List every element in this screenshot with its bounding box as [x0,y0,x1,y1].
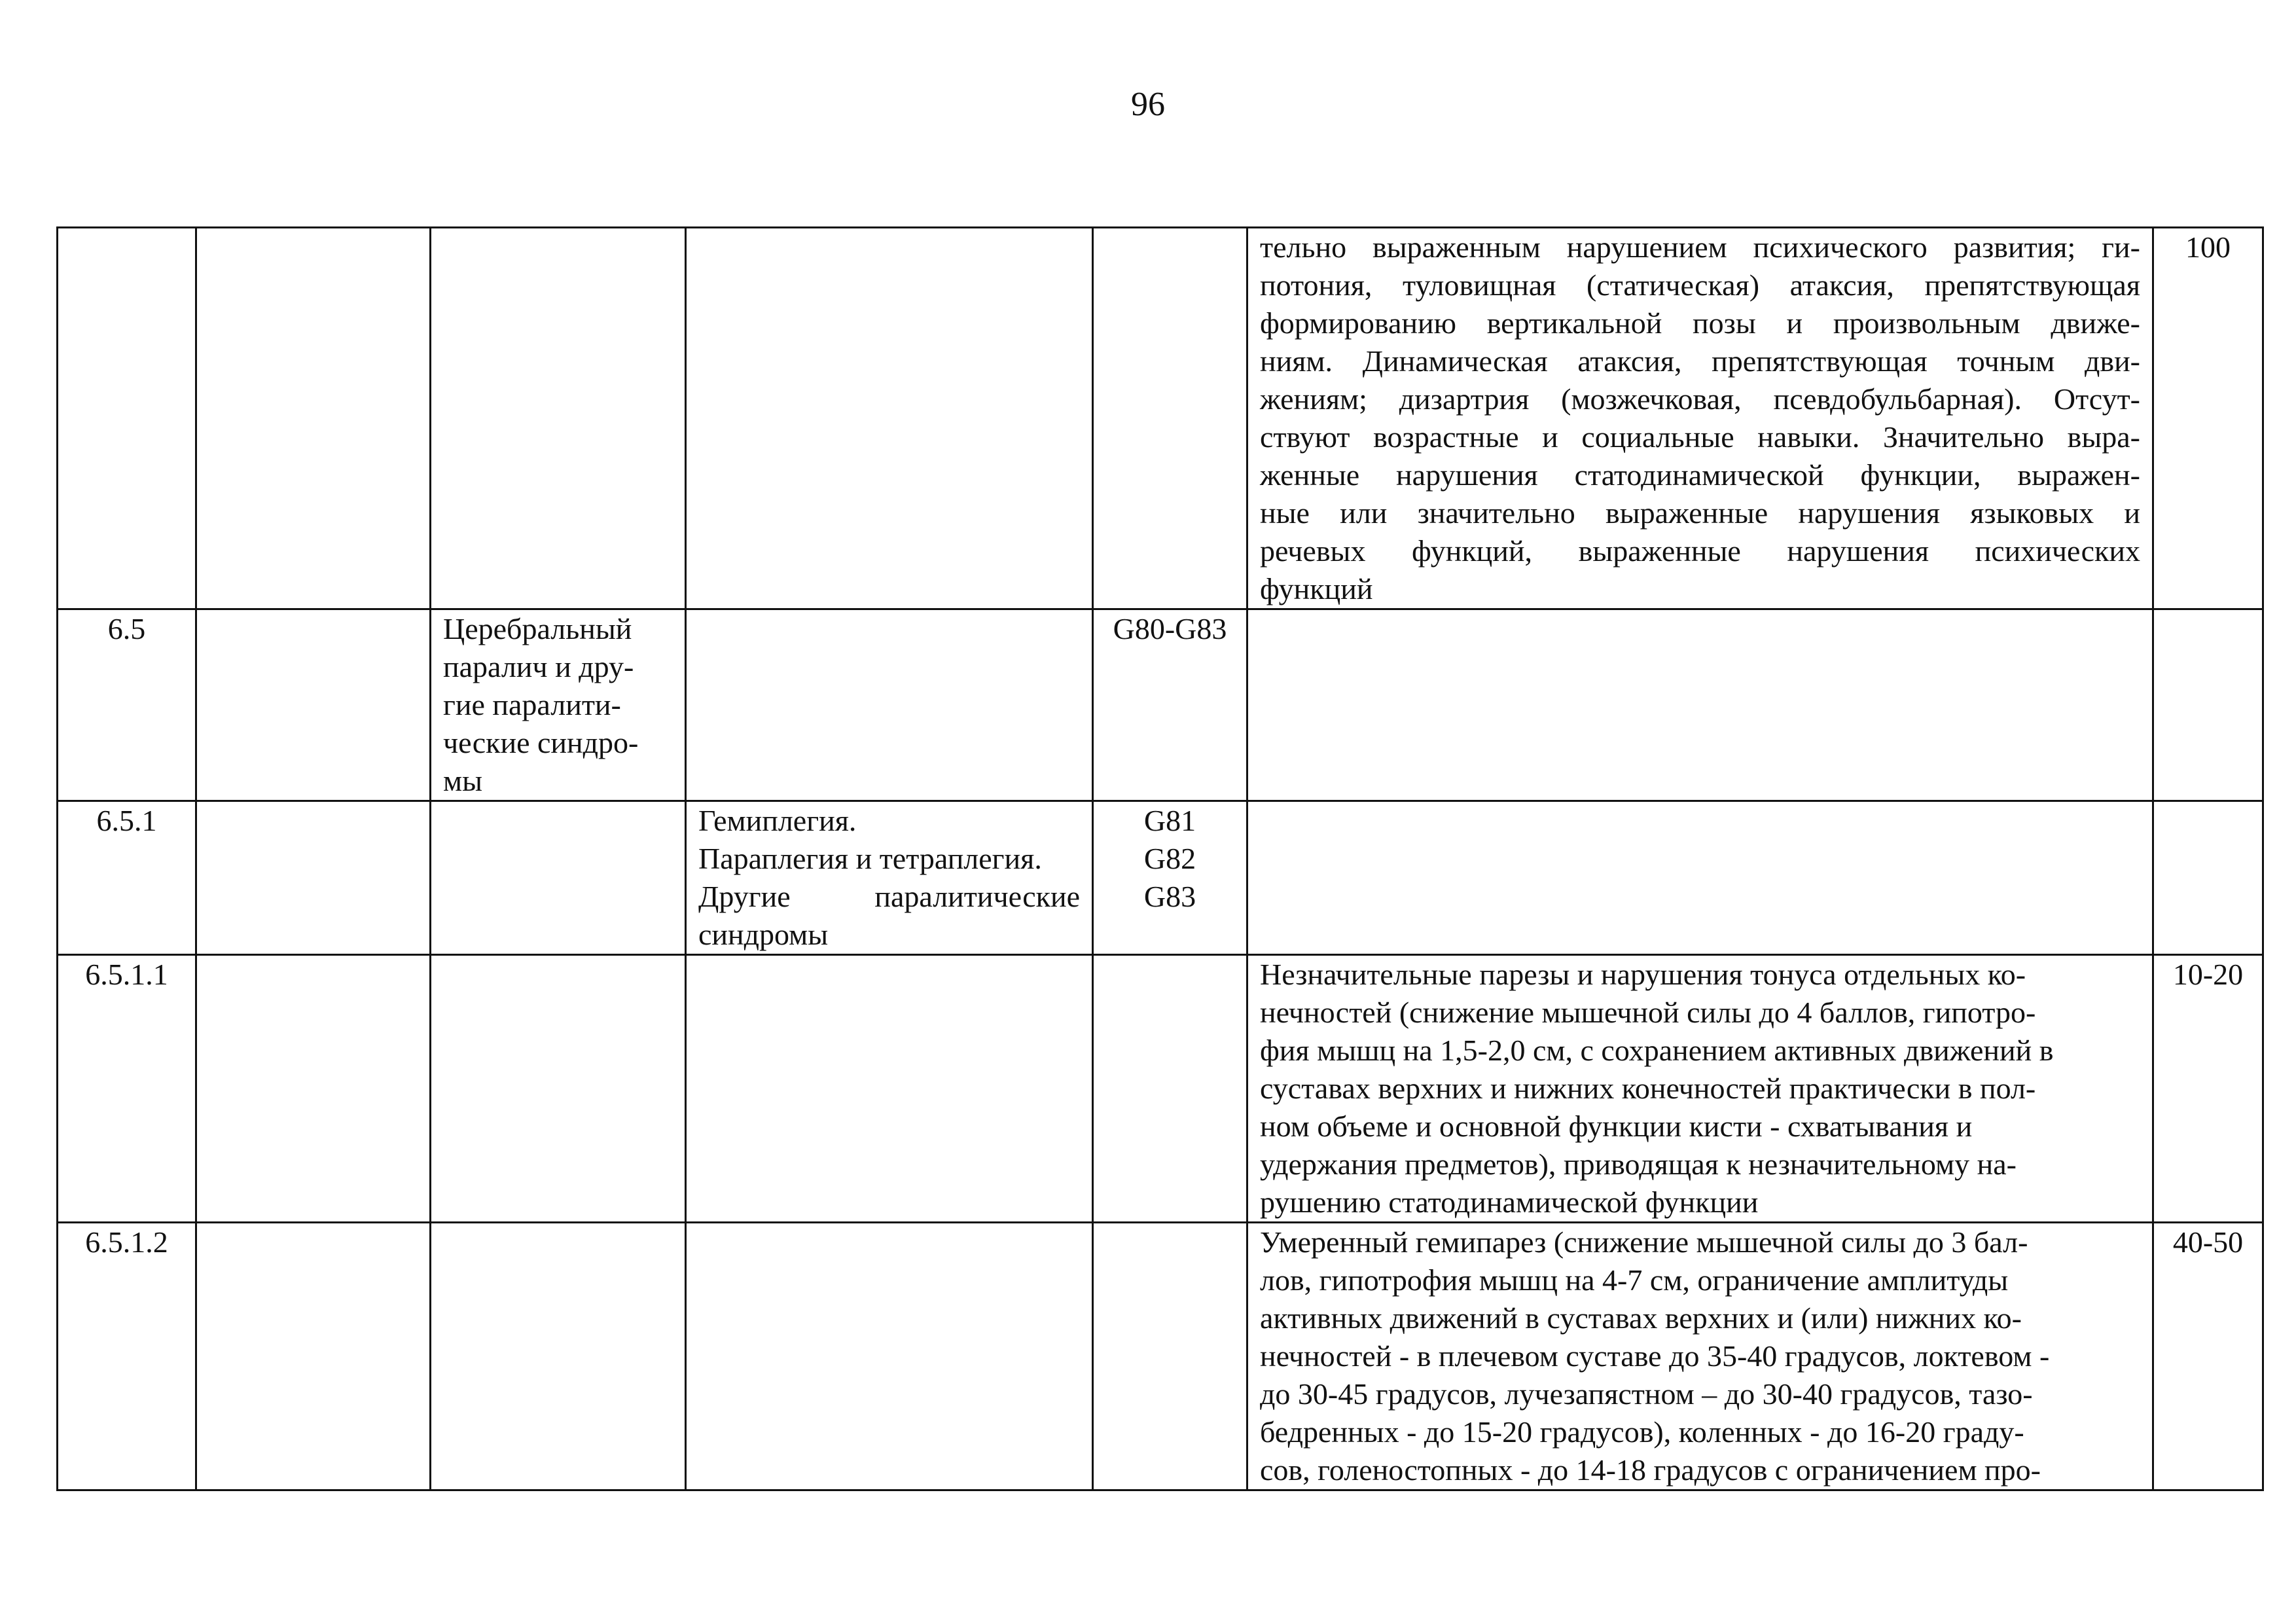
row-number-cell [58,228,196,609]
icd-code-cell [1093,955,1247,1223]
description-line: Умеренный гемипарез (снижение мышечной силы до 3 бал- [1260,1225,2028,1259]
subgroup-line: Параплегия и тетраплегия. [698,842,1042,875]
description-line: нечностей - в плечевом суставе до 35-40 градусов, локтевом - [1260,1339,2050,1373]
disease-group-line: гие паралити- [443,688,621,721]
description-line: ствуют возрастные и социальные навыки. Значительно выра- [1260,420,2140,454]
page-number: 96 [1131,86,1165,123]
table-row [58,801,2263,955]
description-line: удержания предметов), приводящая к незначительному на- [1260,1147,2017,1181]
description-line: Незначительные парезы и нарушения тонуса отдельных ко- [1260,958,2026,991]
subgroup-cell [686,609,1093,801]
subgroup-cell [686,955,1093,1223]
row-number-cell: 6.5.1 [58,801,196,955]
row-number-cell: 6.5 [58,609,196,801]
description-line: женные нарушения статодинамической функции, выражен- [1260,458,2140,492]
description-line: до 30-45 градусов, лучезапястном – до 30-40 градусов, тазо- [1260,1377,2033,1411]
icd-code-line: G82 [1143,842,1196,875]
subgroup-line: синдромы [698,918,829,951]
icd-code-line: G83 [1143,880,1196,913]
disease-group-cell [431,1223,686,1490]
icd-code-cell: G80-G83 [1093,609,1247,801]
disease-group-line: ческие синдро- [443,726,639,759]
disease-group-cell [431,801,686,955]
description-line: потония, туловищная (статическая) атаксия, препятствующая [1260,268,2140,302]
description-line: сов, голеностопных - до 14-18 градусов с ограничением про- [1260,1453,2041,1487]
disease-group-line: мы [443,764,483,797]
disease-group-line: Церебральный [443,612,632,645]
description-line: ном объеме и основной функции кисти - схватывания и [1260,1110,1973,1143]
group-cell [196,228,431,609]
group-cell [196,1223,431,1490]
disease-group-line: паралич и дру- [443,650,634,683]
icd-code-line: G81 [1143,804,1196,837]
subgroup-cell [686,228,1093,609]
subgroup-cell [686,1223,1093,1490]
percent-cell: 40-50 [2153,1223,2263,1490]
disease-group-cell [431,228,686,609]
row-number-cell: 6.5.1.2 [58,1223,196,1490]
disability-criteria-table [56,226,2264,1491]
description-line: рушению статодинамической функции [1260,1185,1759,1219]
table-row [58,609,2263,801]
description-cell [1247,228,2153,609]
description-cell [1247,955,2153,1223]
description-line: речевых функций, выраженные нарушения психических [1260,534,2140,568]
disease-group-cell [431,955,686,1223]
percent-cell [2153,801,2263,955]
description-line: тельно выраженным нарушением психического развития; ги- [1260,230,2140,264]
percent-cell: 10-20 [2153,955,2263,1223]
row-number-cell: 6.5.1.1 [58,955,196,1223]
description-line: ниям. Динамическая атаксия, препятствующая точным дви- [1260,344,2140,378]
description-line: суставах верхних и нижних конечностей практически в пол- [1260,1072,2036,1105]
description-line: жениям; дизартрия (мозжечковая, псевдобульбарная). Отсут- [1260,382,2140,416]
table-row [58,1223,2263,1490]
table-row [58,955,2263,1223]
group-cell [196,609,431,801]
table-row [58,228,2263,609]
percent-cell [2153,609,2263,801]
group-cell [196,955,431,1223]
subgroup-line: Гемиплегия. [698,804,857,837]
description-line: фия мышц на 1,5-2,0 см, с сохранением активных движений в [1260,1034,2054,1067]
description-cell [1247,609,2153,801]
percent-cell: 100 [2153,228,2263,609]
description-cell [1247,1223,2153,1490]
icd-code-cell [1093,228,1247,609]
icd-code-cell [1093,801,1247,955]
description-line: бедренных - до 15-20 градусов), коленных - до 16-20 граду- [1260,1415,2024,1449]
subgroup-line: Другие паралитические [698,880,1080,913]
description-line: активных движений в суставах верхних и (или) нижних ко- [1260,1301,2022,1335]
group-cell [196,801,431,955]
description-line: формированию вертикальной позы и произвольным движе- [1260,306,2140,340]
description-line: функций [1260,572,1373,605]
icd-code-cell [1093,1223,1247,1490]
description-cell [1247,801,2153,955]
subgroup-cell [686,801,1093,955]
description-line: нечностей (снижение мышечной силы до 4 баллов, гипотро- [1260,996,2036,1029]
description-line: лов, гипотрофия мышц на 4-7 см, ограничение амплитуды [1260,1263,2009,1297]
disease-group-cell [431,609,686,801]
description-line: ные или значительно выраженные нарушения языковых и [1260,496,2140,530]
